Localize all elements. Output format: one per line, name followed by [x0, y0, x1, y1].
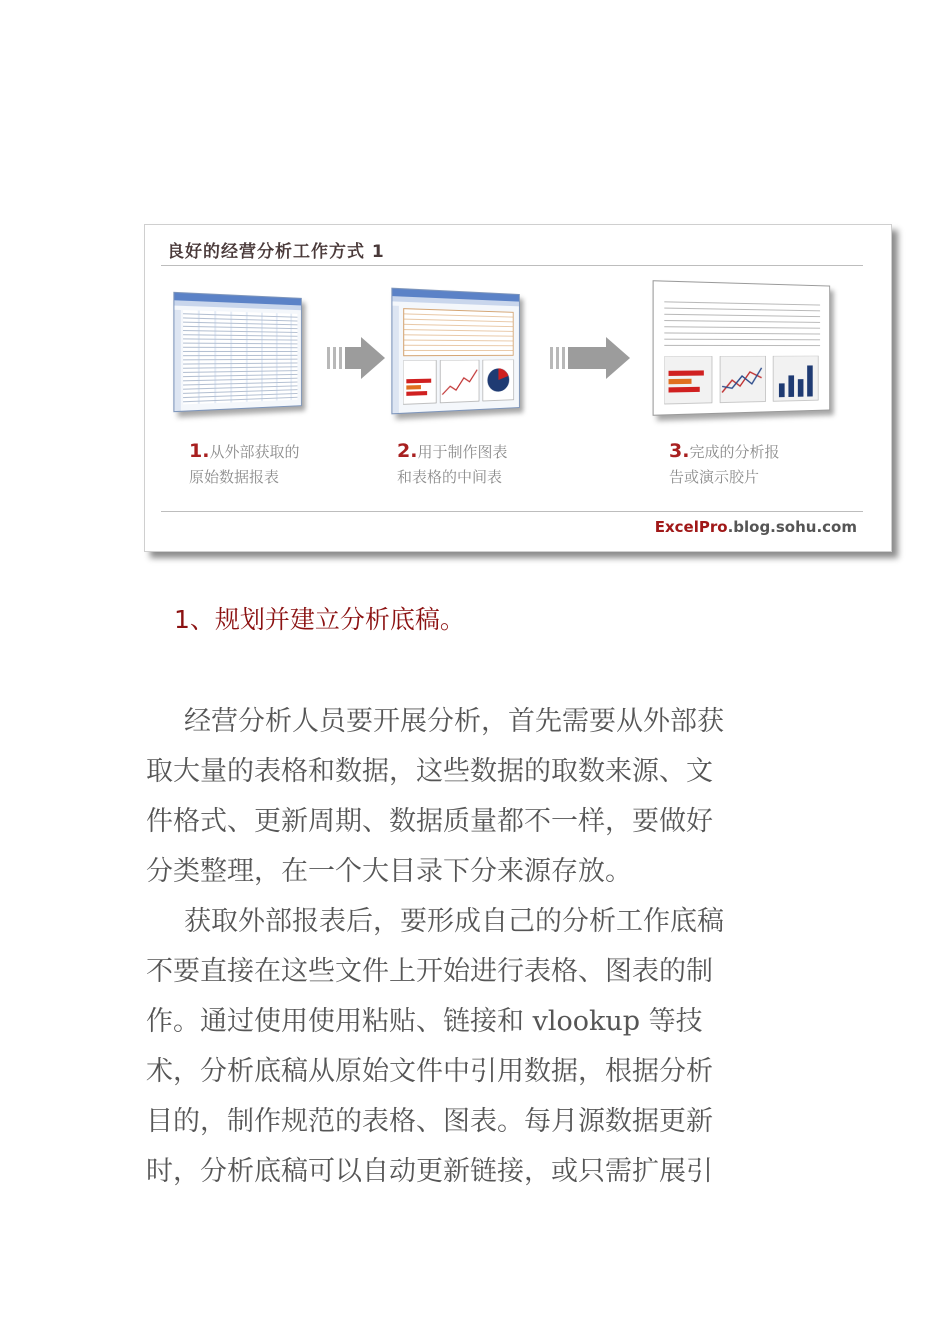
figure-title: 良好的经营分析工作方式 1: [167, 242, 385, 262]
workflow-figure: [144, 224, 892, 552]
paragraph-line: 时，分析底稿可以自动更新链接，或只需扩展引: [146, 1156, 713, 1187]
figure-source-credit: ExcelPro.blog.sohu.com: [654, 518, 857, 536]
paragraph-line: 取大量的表格和数据，这些数据的取数来源、文: [146, 756, 713, 787]
intermediate-sheet-thumbnail: [391, 288, 519, 415]
paragraph-line: 术，分析底稿从原始文件中引用数据，根据分析: [146, 1056, 713, 1087]
section-heading: 1、规划并建立分析底稿。: [174, 605, 465, 634]
paragraph-line: 作。通过使用使用粘贴、链接和 vlookup 等技: [146, 1006, 703, 1037]
paragraph-line: 经营分析人员要开展分析，首先需要从外部获: [184, 706, 724, 737]
paragraph-line: 不要直接在这些文件上开始进行表格、图表的制: [146, 956, 713, 987]
figure-bottom-rule: [161, 511, 863, 512]
mini-charts-icon: [403, 360, 515, 407]
step-3-caption: 3.完成的分析报 告或演示胶片: [669, 440, 780, 486]
arrow-icon: [327, 337, 385, 379]
paragraph-line: 目的，制作规范的表格、图表。每月源数据更新: [146, 1106, 713, 1137]
paragraph-line: 获取外部报表后，要形成自己的分析工作底稿: [184, 906, 724, 937]
report-charts-icon: [664, 356, 822, 408]
paragraph-1: [146, 697, 811, 897]
arrow-icon: [550, 337, 634, 379]
paragraph-2: [146, 897, 811, 1197]
paragraph-line: 分类整理，在一个大目录下分来源存放。: [146, 856, 632, 887]
paragraph-line: 件格式、更新周期、数据质量都不一样，要做好: [146, 806, 713, 837]
report-slide-thumbnail: [653, 280, 831, 416]
step-1-caption: 1.从外部获取的 原始数据报表: [189, 440, 300, 486]
step-2-caption: 2.用于制作图表 和表格的中间表: [397, 440, 508, 486]
figure-top-rule: [161, 265, 863, 266]
raw-spreadsheet-thumbnail: [173, 292, 301, 412]
